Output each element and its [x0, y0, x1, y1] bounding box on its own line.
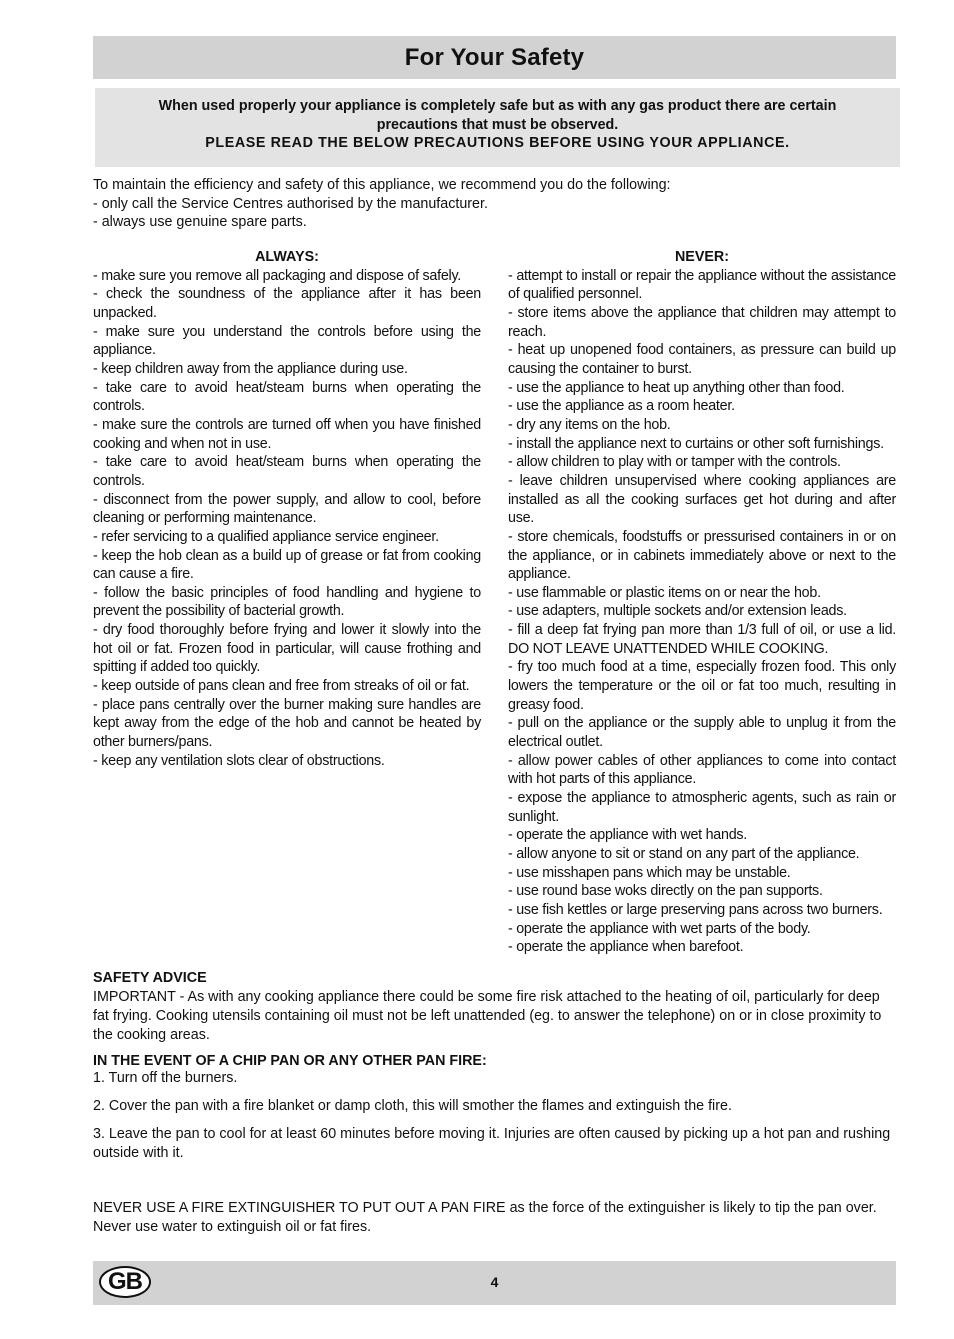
safety-important-text: IMPORTANT - As with any cooking appliance there could be some fire risk attached to the heating of oil, particularly for deep fat frying. Cooking utensils containing oil must not be left unattended (eg. to answer the telephone) on or in close proximity to the cooking areas.	[93, 989, 882, 1043]
never-item: - leave children unsupervised where cooking appliances are installed as all the cooking surfaces get hot during and after use.	[508, 472, 896, 527]
always-item: - keep outside of pans clean and free from streaks of oil or fat.	[93, 678, 470, 695]
never-item: - expose the appliance to atmospheric agents, such as rain or sunlight.	[508, 790, 896, 825]
always-item: - keep children away from the appliance during use.	[93, 360, 408, 377]
always-item: - refer servicing to a qualified appliance service engineer.	[93, 528, 439, 545]
never-column	[508, 248, 896, 957]
safety-advice-section	[93, 969, 893, 1237]
never-item: - allow power cables of other appliances to come into contact with hot parts of this appliance.	[508, 752, 896, 788]
always-item: - follow the basic principles of food handling and hygiene to prevent the possibility of bacterial growth.	[93, 584, 481, 620]
never-item: - use the appliance as a room heater.	[508, 398, 735, 415]
never-item: - store chemicals, foodstuffs or pressurised containers in or on the appliance, or in cabinets immediately above or next to the appliance.	[508, 528, 896, 583]
never-item: - use fish kettles or large preserving pans across two burners.	[508, 901, 883, 918]
warning-line-3: PLEASE READ THE BELOW PRECAUTIONS BEFORE USING YOUR APPLIANCE.	[205, 135, 790, 151]
never-heading: NEVER:	[674, 249, 730, 265]
never-item: - use adapters, multiple sockets and/or extension leads.	[508, 603, 847, 620]
never-item: - use round base woks directly on the pan supports.	[508, 883, 823, 900]
title-bar	[93, 36, 896, 79]
safety-advice-heading: SAFETY ADVICE	[93, 970, 207, 986]
always-item: - disconnect from the power supply, and allow to cool, before cleaning or performing maintenance.	[93, 491, 481, 527]
never-item: - use flammable or plastic items on or near the hob.	[508, 584, 821, 601]
never-item: - operate the appliance with wet hands.	[508, 827, 748, 844]
never-item: - use misshapen pans which may be unstable.	[508, 864, 791, 881]
never-item: - dry any items on the hob.	[508, 416, 671, 433]
pan-fire-heading: IN THE EVENT OF A CHIP PAN OR ANY OTHER PAN FIRE:	[93, 1053, 487, 1069]
always-column	[93, 248, 481, 770]
pan-fire-step-3: 3. Leave the pan to cool for at least 60 minutes before moving it. Injuries are often caused by picking up a hot pan and rushing outside with it.	[93, 1126, 891, 1161]
always-item: - dry food thoroughly before frying and lower it slowly into the hot oil or fat. Frozen food in particular, will cause frothing and spitting if added too quickly.	[93, 622, 481, 676]
never-item: - fill a deep fat frying pan more than 1/3 full of oil, or use a lid. DO NOT LEAVE UNATTENDED WHILE COOKING.	[508, 622, 896, 657]
always-item: - place pans centrally over the burner making sure handles are kept away from the edge of the hob and cannot be heated by other burners/pans.	[93, 696, 481, 751]
always-item: - check the soundness of the appliance after it has been unpacked.	[93, 286, 481, 321]
warning-box	[95, 88, 900, 167]
page-number: 4	[490, 1274, 499, 1290]
never-item: - install the appliance next to curtains or other soft furnishings.	[508, 435, 884, 452]
pan-fire-step-2: 2. Cover the pan with a fire blanket or damp cloth, this will smother the flames and extinguish the fire.	[93, 1098, 732, 1114]
never-item: - attempt to install or repair the appliance without the assistance of qualified personnel.	[508, 267, 896, 303]
always-item: - take care to avoid heat/steam burns when operating the controls.	[93, 379, 481, 415]
never-item: - allow children to play with or tamper with the controls.	[508, 454, 841, 471]
always-item: - make sure you understand the controls before using the appliance.	[93, 323, 481, 359]
pan-fire-step-1: 1. Turn off the burners.	[93, 1070, 238, 1086]
never-item: - allow anyone to sit or stand on any part of the appliance.	[508, 846, 860, 862]
warning-line-1: When used properly your appliance is completely safe but as with any gas product there are certain	[158, 98, 837, 114]
never-item: - heat up unopened food containers, as pressure can build up causing the container to burst.	[508, 342, 896, 377]
warning-line-2: precautions that must be observed.	[376, 116, 619, 133]
country-badge: GB	[99, 1266, 151, 1298]
intro-text	[93, 176, 893, 232]
never-item: - use the appliance to heat up anything other than food.	[508, 379, 845, 396]
always-item: - keep the hob clean as a build up of grease or fat from cooking can cause a fire.	[93, 547, 481, 583]
always-heading: ALWAYS:	[255, 249, 319, 265]
never-item: - store items above the appliance that children may attempt to reach.	[508, 304, 896, 340]
intro-line-1: To maintain the efficiency and safety of this appliance, we recommend you do the following:	[93, 177, 671, 193]
never-item: - pull on the appliance or the supply able to unplug it from the electrical outlet.	[508, 715, 896, 751]
intro-line-3: - always use genuine spare parts.	[93, 214, 307, 231]
intro-line-2: - only call the Service Centres authorised by the manufacturer.	[93, 195, 488, 212]
always-item: - take care to avoid heat/steam burns when operating the controls.	[93, 454, 481, 489]
always-item: - make sure you remove all packaging and dispose of safely.	[93, 267, 462, 284]
never-item: - operate the appliance with wet parts of the body.	[508, 920, 811, 937]
always-item: - make sure the controls are turned off when you have finished cooking and when not in use.	[93, 416, 481, 452]
always-item: - keep any ventilation slots clear of obstructions.	[93, 752, 385, 769]
footer-bar	[93, 1261, 896, 1305]
fire-extinguisher-warning: NEVER USE A FIRE EXTINGUISHER TO PUT OUT A PAN FIRE as the force of the extinguisher is likely to tip the pan over. Never use water to extinguish oil or fat fires.	[93, 1200, 877, 1235]
never-item: - operate the appliance when barefoot.	[508, 939, 744, 956]
never-item: - fry too much food at a time, especially frozen food. This only lowers the temperature or the oil or fat too much, resulting in greasy food.	[508, 659, 896, 713]
page-title: For Your Safety	[404, 43, 585, 71]
